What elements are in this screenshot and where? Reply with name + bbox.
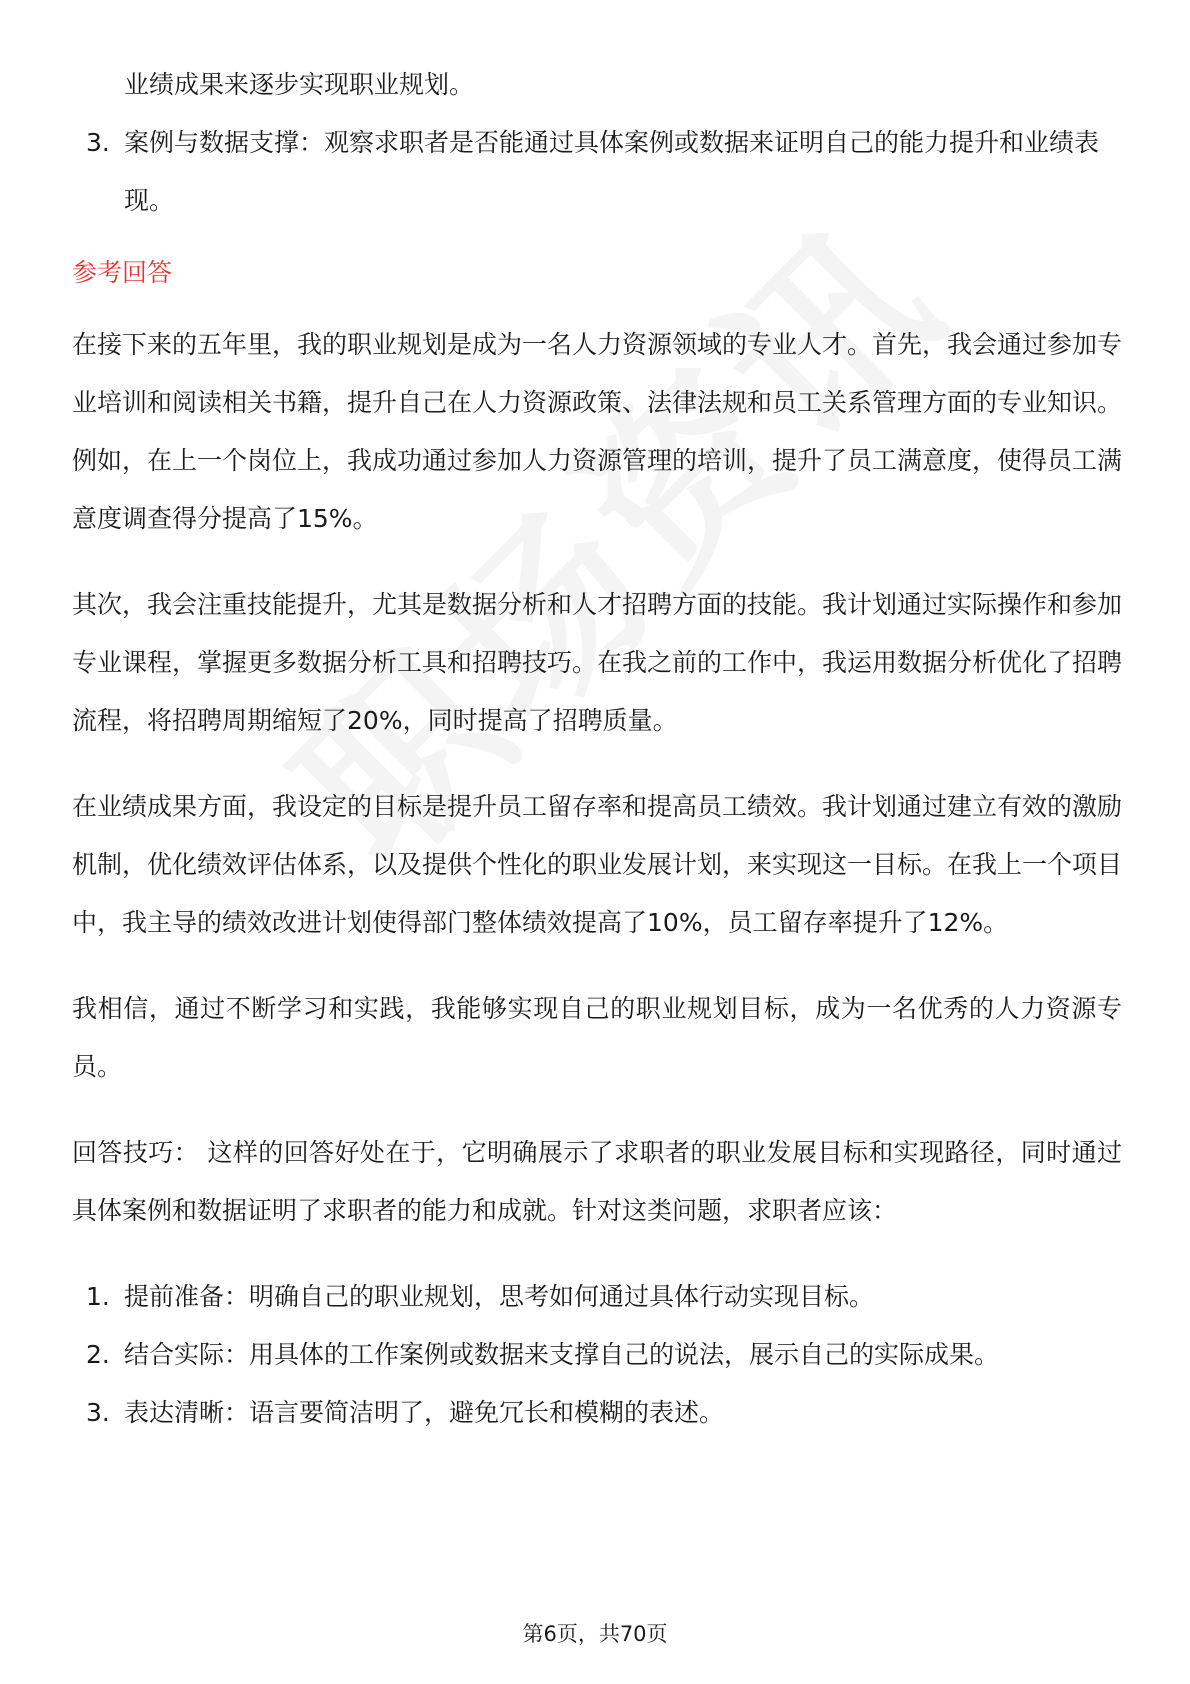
section-title: 参考回答 — [72, 258, 173, 287]
answer-paragraph: 我相信，通过不断学习和实践，我能够实现自己的职业规划目标，成为一名优秀的人力资源专员。 — [72, 994, 1122, 1081]
tips-list — [72, 1268, 1122, 1442]
criteria-list — [72, 114, 1122, 230]
list-item-text: 提前准备：明确自己的职业规划，思考如何通过具体行动实现目标。 — [124, 1282, 875, 1311]
list-item — [72, 1384, 1122, 1442]
answer-paragraph: 其次，我会注重技能提升，尤其是数据分析和人才招聘方面的技能。我计划通过实际操作和参加专业课程，掌握更多数据分析工具和招聘技巧。在我之前的工作中，我运用数据分析优化了招聘流程，将招聘周期缩短了20%，同时提高了招聘质量。 — [72, 590, 1123, 735]
answer-paragraph: 在接下来的五年里，我的职业规划是成为一名人力资源领域的专业人才。首先，我会通过参加专业培训和阅读相关书籍，提升自己在人力资源政策、法律法规和员工关系管理方面的专业知识。例如，在上一个岗位上，我成功通过参加人力资源管理的培训，提升了员工满意度，使得员工满意度调查得分提高了15%。 — [72, 330, 1123, 533]
page-number-footer: 第6页，共70页 — [522, 1622, 668, 1646]
list-item — [72, 1326, 1122, 1384]
continued-text: 业绩成果来逐步实现职业规划。 — [124, 70, 475, 99]
list-item-text: 案例与数据支撑：观察求职者是否能通过具体案例或数据来证明自己的能力提升和业绩表现。 — [124, 128, 1100, 215]
list-number: 1. — [86, 1282, 110, 1311]
list-number: 3. — [86, 1398, 110, 1427]
list-item — [72, 1268, 1122, 1326]
list-item — [72, 114, 1122, 230]
list-number: 2. — [86, 1340, 110, 1369]
answer-paragraph: 在业绩成果方面，我设定的目标是提升员工留存率和提高员工绩效。我计划通过建立有效的激励机制，优化绩效评估体系，以及提供个性化的职业发展计划，来实现这一目标。在我上一个项目中，我主导的绩效改进计划使得部门整体绩效提高了10%，员工留存率提升了12%。 — [72, 792, 1123, 937]
list-item-text: 表达清晰：语言要简洁明了，避免冗长和模糊的表述。 — [124, 1398, 725, 1427]
page-content — [72, 56, 1122, 1442]
list-number: 3. — [86, 128, 110, 157]
tips-intro-paragraph: 回答技巧： 这样的回答好处在于，它明确展示了求职者的职业发展目标和实现路径，同时通过具体案例和数据证明了求职者的能力和成就。针对这类问题，求职者应该： — [72, 1138, 1122, 1225]
list-item-text: 结合实际：用具体的工作案例或数据来支撑自己的说法，展示自己的实际成果。 — [124, 1340, 1000, 1369]
